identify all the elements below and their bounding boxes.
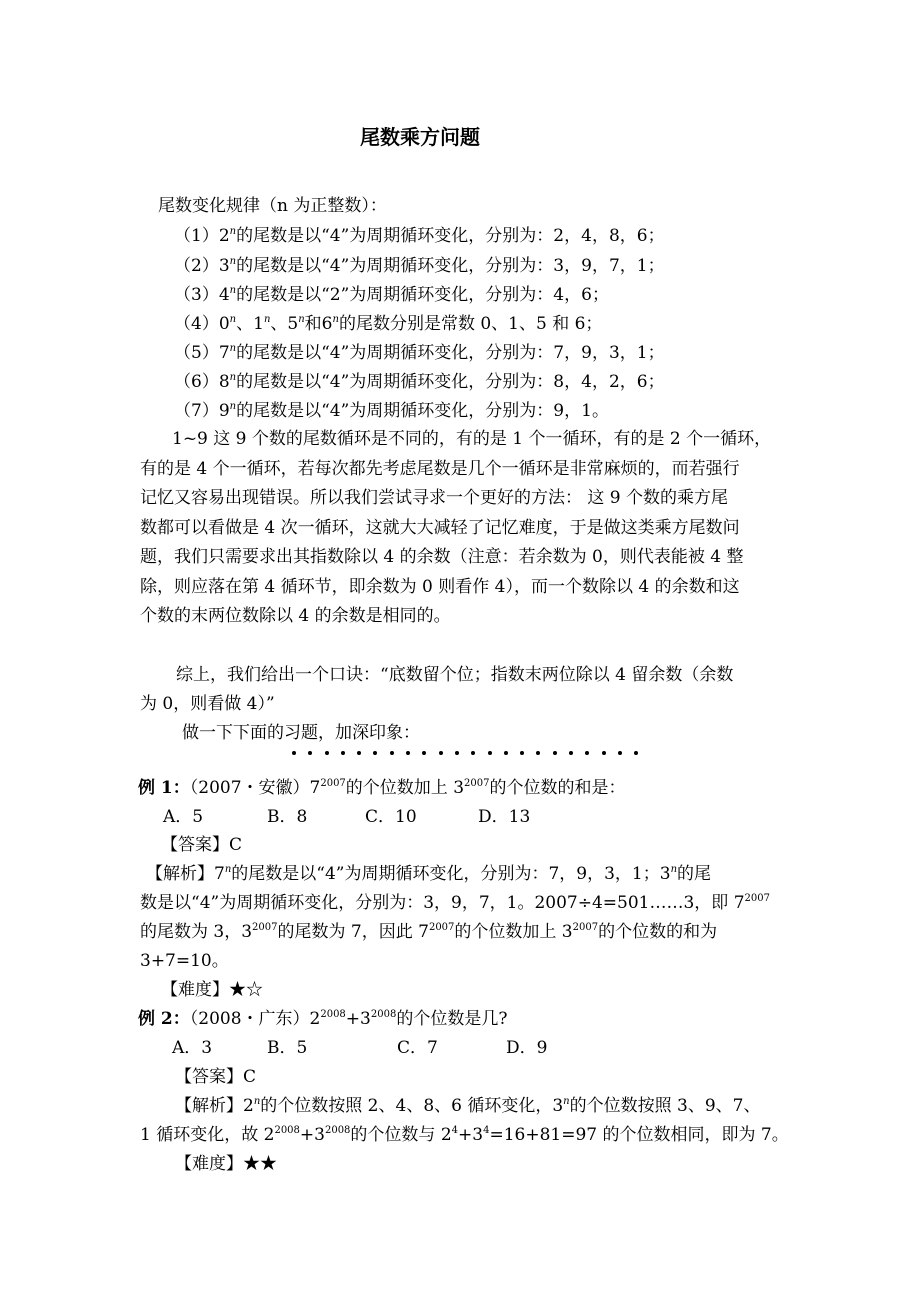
rule-4: （4）0$^n$、1$^n$、5$^n$和6$^n$的尾数分别是常数 0、1、5 和 6； <box>174 314 603 334</box>
rule-5: （5）7$^n$的尾数是以“4”为周期循环变化，分别为：7，9，3，1； <box>174 343 665 363</box>
paragraph-line: 数都可以看做是 4 次一循环，这就大大减轻了记忆难度，于是做这类乘方尾数问 <box>140 518 740 538</box>
example-2-option: B．5 <box>267 1038 308 1058</box>
rule-6: （6）8$^n$的尾数是以“4”为周期循环变化，分别为：8，4，2，6； <box>174 372 665 392</box>
example-2-option: A．3 <box>172 1038 213 1058</box>
rule-2: （2）3$^n$的尾数是以“4”为周期循环变化，分别为：3，9，7，1； <box>174 256 665 276</box>
paragraph-line: 有的是 4 个一循环，若每次都先考虑尾数是几个一循环是非常麻烦的，而若强行 <box>140 459 740 479</box>
example-1-analysis-line: 的尾数为 3，$3^{2007}$的尾数为 7，因此 $7^{2007}$的个位数加上 $3^{2007}$的个位数的和为 <box>140 922 718 942</box>
example-2-analysis-line: 1 循环变化，故 $2^{2008}+3^{2008}$的个位数与 $2^4+3^4=16+81=97$ 的个位数相同，即为 7。 <box>140 1125 789 1145</box>
example-2-option: C．7 <box>397 1038 438 1058</box>
example-1-answer: 【答案】C <box>161 835 243 855</box>
page-title: 尾数乘方问题 <box>360 125 480 149</box>
example-1-analysis-line: 3+7=10。 <box>140 951 229 971</box>
example-2-analysis-line: 【解析】2$^n$的个位数按照 2、4、8、6 循环变化，3$^n$的个位数按照 3、9、7、 <box>175 1096 761 1116</box>
example-1-question: 例 1：（2007・安徽）$7^{2007}$的个位数加上 $3^{2007}$的个位数的和是： <box>138 778 626 798</box>
paragraph-line: 题，我们只需要求出其指数除以 4 的余数（注意：若余数为 0，则代表能被 4 整 <box>140 547 744 567</box>
dot-divider <box>292 751 651 755</box>
mnemonic-line: 为 0，则看做 4）” <box>140 694 275 714</box>
paragraph-line: 除，则应落在第 4 循环节，即余数为 0 则看作 4），而一个数除以 4 的余数和这 <box>140 577 740 597</box>
example-1-option: D．13 <box>478 807 531 827</box>
example-2-question: 例 2：（2008・广东）$2^{2008}+3^{2008}$的个位数是几? <box>138 1009 508 1029</box>
paragraph-line: 记忆又容易出现错误。所以我们尝试寻求一个更好的方法： 这 9 个数的乘方尾 <box>140 488 729 508</box>
example-1-option: A．5 <box>163 807 204 827</box>
paragraph-line: 个数的末两位数除以 4 的余数是相同的。 <box>140 606 451 626</box>
example-1-analysis-line: 【解析】7$^n$的尾数是以“4”为周期循环变化，分别为：7，9，3，1；3$^n$的尾 <box>146 864 712 884</box>
example-2-difficulty: 【难度】★★ <box>175 1154 277 1174</box>
practice-prompt: 做一下下面的习题，加深印象： <box>182 723 420 743</box>
example-1-option: C．10 <box>365 807 417 827</box>
example-2-option: D．9 <box>506 1038 548 1058</box>
mnemonic-line: 综上，我们给出一个口诀：“底数留个位；指数末两位除以 4 留余数（余数 <box>176 665 734 685</box>
rules-intro: 尾数变化规律（n 为正整数）： <box>158 196 387 216</box>
rule-1: （1）2$^n$的尾数是以“4”为周期循环变化，分别为：2，4，8，6； <box>174 226 665 246</box>
paragraph-line: 1~9 这 9 个数的尾数循环是不同的，有的是 1 个一循环，有的是 2 个一循环， <box>172 429 772 449</box>
example-1-option: B．8 <box>267 807 308 827</box>
example-1-difficulty: 【难度】★☆ <box>161 980 263 1000</box>
rule-7: （7）9$^n$的尾数是以“4”为周期循环变化，分别为：9，1。 <box>174 401 609 421</box>
example-2-answer: 【答案】C <box>175 1067 257 1087</box>
difficulty-stars: ★★ <box>243 1154 277 1174</box>
rule-3: （3）4$^n$的尾数是以“2”为周期循环变化，分别为：4，6； <box>174 285 609 305</box>
difficulty-stars: ★☆ <box>229 980 263 1000</box>
example-1-analysis-line: 数是以“4”为周期循环变化，分别为：3，9，7，1。2007÷4=501……3，即 $7^{2007}$ <box>140 893 770 913</box>
